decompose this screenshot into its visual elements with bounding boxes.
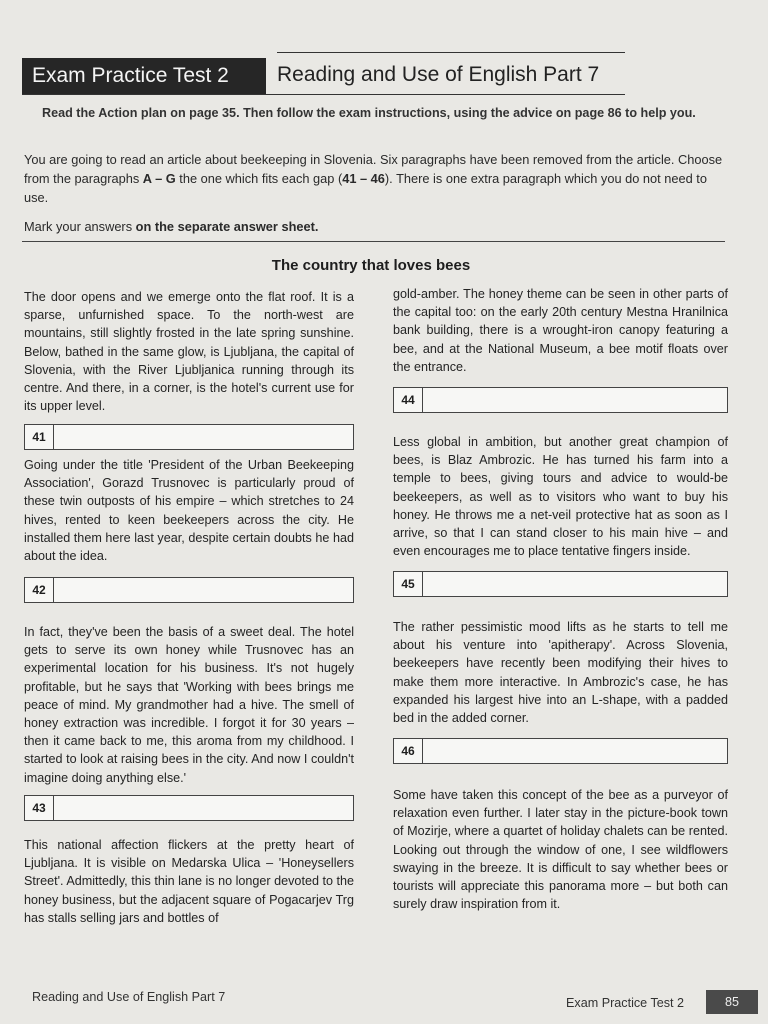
gap-number: 42 xyxy=(25,578,54,602)
left-paragraph-4: This national affection flickers at the pretty heart of Ljubljana. It is visible on Medarska Ulica – 'Honeysellers Street'. Admittedly, this thin lane is no longer devoted to the honey business, but the adjacent square of Pogacarjev Trg has stalls selling jars and bottles of xyxy=(24,838,354,925)
part-title: Reading and Use of English Part 7 xyxy=(277,63,600,86)
gap-number: 41 xyxy=(25,425,54,449)
footer-test-label: Exam Practice Test 2 xyxy=(566,996,685,1010)
left-paragraph-2: Going under the title 'President of the Urban Beekeeping Association', Gorazd Trusnovec is particularly proud of these twin outposts of his empire – which stretches to 24 hives, rented to keen beekeepers across the city. He installed them here last year, despite certain doubts he had about the idea. xyxy=(24,458,354,564)
page-number: 85 xyxy=(706,990,758,1014)
article-title: The country that loves bees xyxy=(271,257,471,274)
left-paragraph-1: The door opens and we emerge onto the flat roof. It is a sparse, unfurnished space. To the north-west are mountains, still slightly frosted in the late spring sunshine. Below, bathed in the same glow, is Ljubljana, the capital of Slovenia, with the River Ljubljanica running through its centre. And there, in a corner, is the hotel's current use for its upper level. xyxy=(24,290,354,414)
gap-41[interactable] xyxy=(24,424,354,450)
header-rule xyxy=(22,94,625,95)
left-paragraph-3: In fact, they've been the basis of a sweet deal. The hotel gets to serve its own honey while Trusnovec has an experimental location for his business. It's not hugely profitable, but he says that 'Working with bees brings me peace of mind. My grandmother had a hive. The smell of honey extraction was incredible. I forgot it for 30 years – then it came back to me, this aroma from my childhood. I started to look at raising bees in the city. And now I couldn't imagine doing anything else.' xyxy=(24,625,354,785)
gap-42[interactable] xyxy=(24,577,354,603)
action-plan-instruction: Read the Action plan on page 35. Then follow the exam instructions, using the advice on page 86 to help you. xyxy=(42,106,696,120)
footer-section-label: Reading and Use of English Part 7 xyxy=(32,990,226,1004)
exam-instructions xyxy=(24,150,724,236)
gap-46[interactable] xyxy=(393,738,728,764)
gap-number: 46 xyxy=(394,739,423,763)
right-paragraph-3: The rather pessimistic mood lifts as he starts to tell me about his venture into 'apitherapy'. Across Slovenia, beekeepers have recently been modifying their hives to make them more interactive. In Ambrozic's case, he has expanded his largest hive into an L-shape, with a padded bed in the added corner. xyxy=(393,620,728,726)
gap-43[interactable] xyxy=(24,795,354,821)
gap-number: 43 xyxy=(25,796,54,820)
test-label: Exam Practice Test 2 xyxy=(22,58,266,94)
right-paragraph-4: Some have taken this concept of the bee as a purveyor of relaxation even further. I later stay in the picture-book town of Mozirje, where a quartet of holiday chalets can be rented. Looking out through the window of one, I see wildflowers swaying in the breeze. It is difficult to say whether bees or tourists will appreciate this panorama more – but both can surely draw inspiration from it. xyxy=(393,788,728,912)
section-divider xyxy=(22,241,725,242)
gap-number: 45 xyxy=(394,572,423,596)
mark-instruction: Mark your answers on the separate answer sheet. xyxy=(24,219,319,234)
gap-45[interactable] xyxy=(393,571,728,597)
gap-number: 44 xyxy=(394,388,423,412)
right-paragraph-2: Less global in ambition, but another great champion of bees, is Blaz Ambrozic. He has turned his farm into a temple to bees, giving tours and advice to would-be beekeepers, as well as to visitors who want to buy his honey. He throws me a net-veil protective hat as soon as I arrive, so that I can stand closer to his main hive – and even encourages me to place tentative fingers inside. xyxy=(393,435,728,559)
header-top-rule xyxy=(277,52,625,53)
task-description: You are going to read an article about beekeeping in Slovenia. Six paragraphs have been removed from the article. Choose from the paragraphs A – G the one which fits each gap (41 – 46). There is one extra paragraph which you do not need to use. xyxy=(24,152,723,205)
gap-44[interactable] xyxy=(393,387,728,413)
right-paragraph-1: gold-amber. The honey theme can be seen in other parts of the capital too: on the early 20th century Mestna Hranilnica bank building, there is a wrought-iron canopy featuring a bee, and at the National Museum, a bee motif floats over the entrance. xyxy=(393,287,728,374)
